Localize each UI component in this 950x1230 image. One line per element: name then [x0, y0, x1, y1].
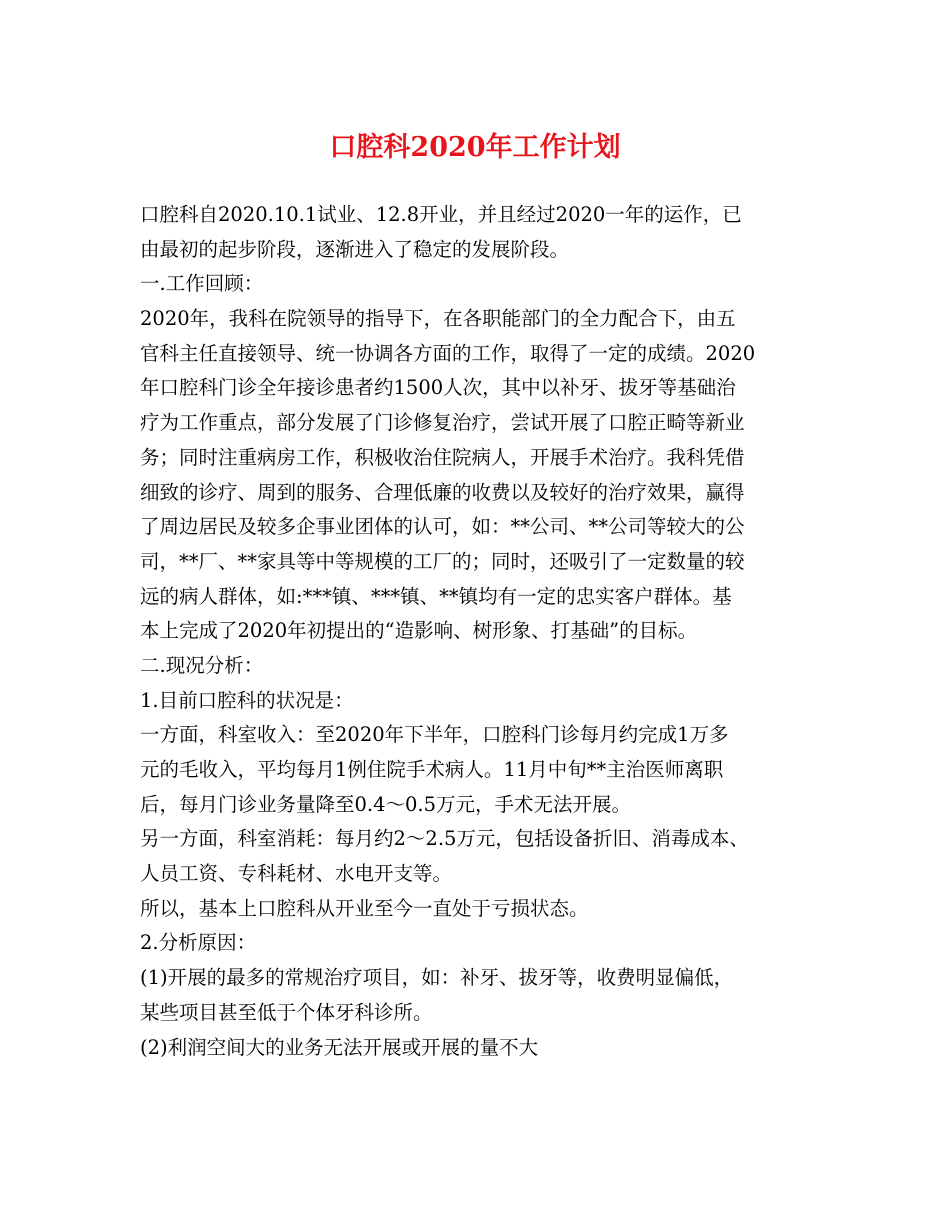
body-line: 官科主任直接领导、统一协调各方面的工作，取得了一定的成绩。2020 [140, 341, 756, 365]
body-line: 元的毛收入，平均每月1例住院手术病人。11月中旬**主治医师离职 [140, 758, 724, 781]
body-line: 口腔科自2020.10.1试业、12.8开业，并且经过2020一年的运作，已 [140, 203, 742, 226]
section-heading: 一.工作回顾： [140, 272, 264, 296]
document-title: 口腔科2020年工作计划 [329, 132, 621, 163]
body-line: 某些项目甚至低于个体牙科诊所。 [140, 1000, 433, 1024]
body-line: 疗为工作重点，部分发展了门诊修复治疗，尝试开展了口腔正畸等新业 [140, 411, 745, 435]
body-line: 另一方面，科室消耗：每月约2～2.5万元，包括设备折旧、消毒成本、 [140, 827, 749, 851]
body-line: 本上完成了2020年初提出的“造影响、树形象、打基础”的目标。 [140, 619, 698, 643]
body-line: 后，每月门诊业务量降至0.4～0.5万元，手术无法开展。 [140, 792, 632, 816]
body-line: 一方面，科室收入：至2020年下半年，口腔科门诊每月约完成1万多 [140, 723, 729, 747]
document-body [140, 198, 830, 1065]
body-line: 务；同时注重病房工作，积极收治住院病人，开展手术治疗。我科凭借 [140, 445, 745, 469]
body-line: 2020年，我科在院领导的指导下，在各职能部门的全力配合下，由五 [140, 307, 736, 331]
body-line: (2)利润空间大的业务无法开展或开展的量不大 [140, 1035, 539, 1059]
body-line: 年口腔科门诊全年接诊患者约1500人次，其中以补牙、拔牙等基础治 [140, 376, 736, 400]
body-line: 由最初的起步阶段，逐渐进入了稳定的发展阶段。 [140, 237, 570, 261]
body-line: 细致的诊疗、周到的服务、合理低廉的收费以及较好的治疗效果，赢得 [140, 480, 745, 504]
body-line: 了周边居民及较多企事业团体的认可，如：**公司、**公司等较大的公 [140, 515, 745, 539]
body-line: 所以，基本上口腔科从开业至今一直处于亏损状态。 [140, 896, 589, 920]
body-line: 远的病人群体，如:***镇、***镇、**镇均有一定的忠实客户群体。基 [140, 584, 732, 608]
body-line: (1)开展的最多的常规治疗项目，如：补牙、拔牙等，收费明显偏低， [140, 966, 734, 990]
body-line: 人员工资、专科耗材、水电开支等。 [140, 862, 453, 886]
subsection-heading: 2.分析原因： [140, 931, 257, 955]
section-heading: 二.现况分析： [140, 653, 264, 677]
subsection-heading: 1.目前口腔科的状况是： [140, 688, 354, 712]
body-line: 司，**厂、**家具等中等规模的工厂的；同时，还吸引了一定数量的较 [140, 549, 745, 573]
